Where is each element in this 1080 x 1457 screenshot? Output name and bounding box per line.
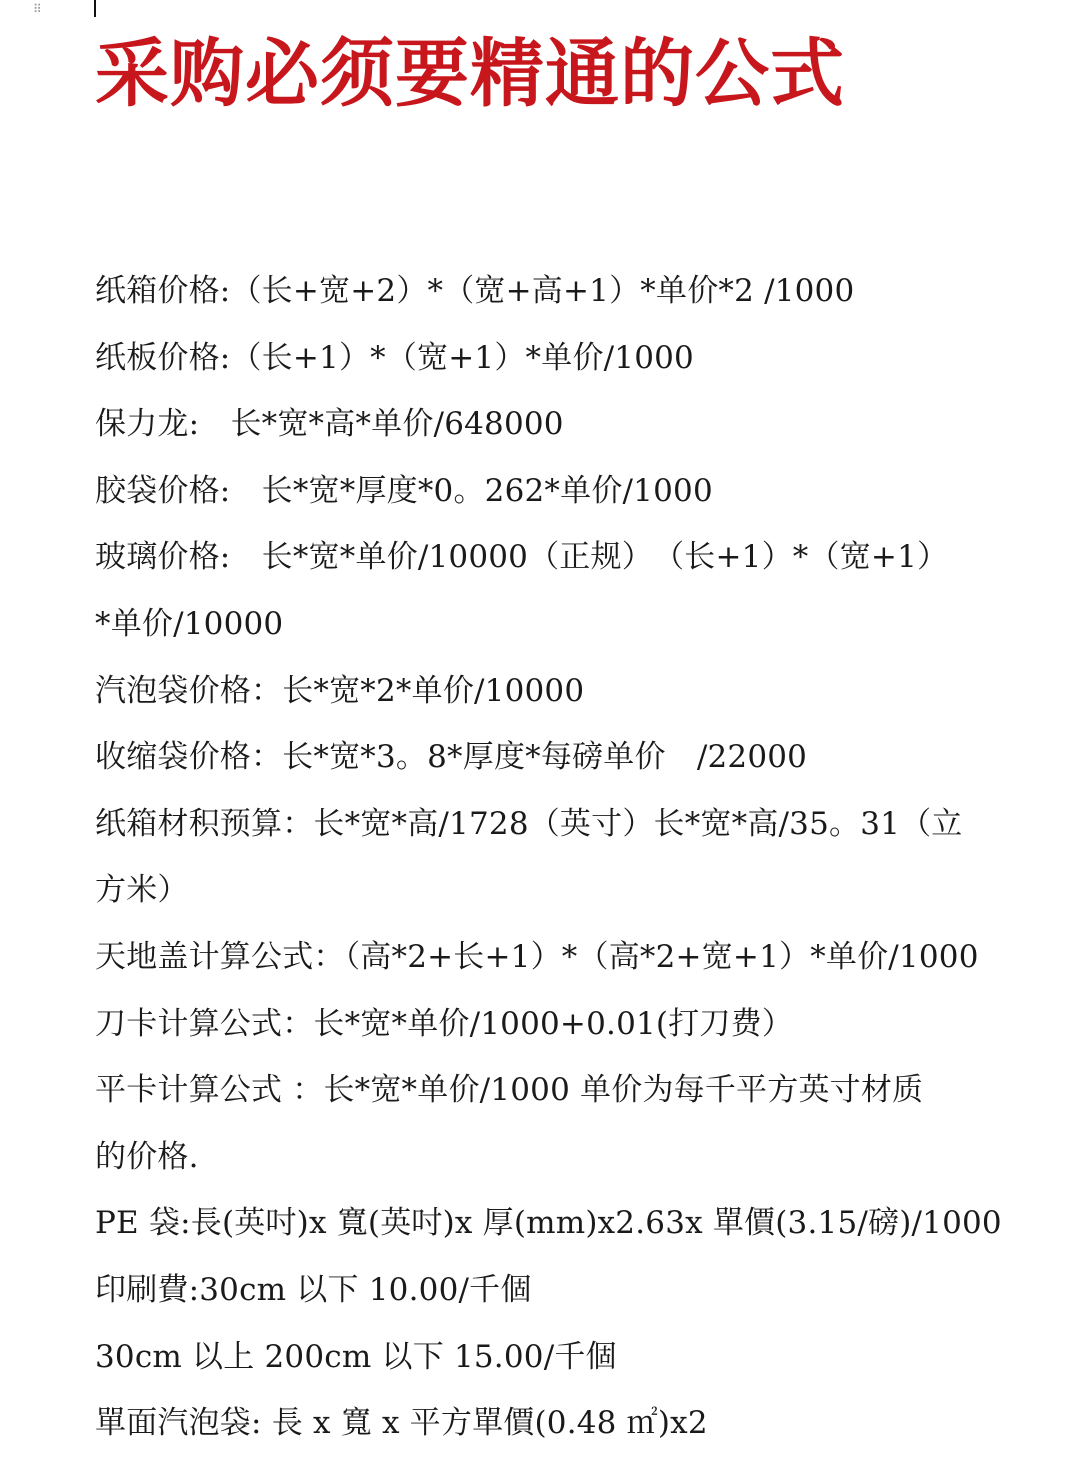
formula-line: 印刷費:30cm 以下 10.00/千個	[95, 1271, 532, 1308]
formula-line: 玻璃价格: 长*宽*单价/10000（正规） （长+1）*（宽+1）	[95, 539, 949, 576]
formula-line: 纸箱价格:（长+宽+2）*（宽+高+1）*单价*2 /1000	[95, 273, 855, 309]
formula-line: PE 袋:長(英吋)x 寬(英吋)x 厚(mm)x2.63x 單價(3.15/磅)/1000	[95, 1205, 1002, 1242]
formula-line: 汽泡袋价格：长*宽*2*单价/10000	[95, 672, 585, 709]
formula-line: 胶袋价格: 长*宽*厚度*0。262*单价/1000	[95, 472, 713, 509]
formula-line: 30cm 以上 200cm 以下 15.00/千個	[95, 1338, 617, 1375]
text-cursor	[94, 0, 96, 17]
document-title: 采购必须要精通的公式	[95, 31, 845, 117]
formula-line: 保力龙: 长*宽*高*单价/648000	[95, 406, 564, 443]
document-body	[95, 258, 1002, 1457]
formula-line: 纸板价格:（长+1）*（宽+1）*单价/1000	[95, 339, 694, 376]
formula-line: 平卡计算公式 ：长*宽*单价/1000 单价为每千平方英寸材质	[95, 1072, 924, 1109]
formula-line: 收缩袋价格：长*宽*3。8*厚度*每磅单价 /22000	[95, 739, 808, 776]
formula-line: 單面汽泡袋: 長 x 寬 x 平方單價(0.48 ㎡)x2	[95, 1405, 708, 1442]
formula-line: 天地盖计算公式：（高*2+长+1）*（高*2+宽+1）*单价/1000	[95, 938, 979, 975]
formula-line: 刀卡计算公式：长*宽*单价/1000+0.01(打刀费）	[95, 1005, 794, 1042]
formula-line: 的价格.	[95, 1138, 199, 1175]
formula-line: *单价/10000	[95, 605, 284, 642]
drag-handle-icon[interactable]: ⠿	[33, 2, 41, 16]
formula-line: 纸箱材积预算：长*宽*高/1728（英寸）长*宽*高/35。31（立	[95, 805, 963, 842]
formula-line: 方米）	[95, 872, 189, 909]
